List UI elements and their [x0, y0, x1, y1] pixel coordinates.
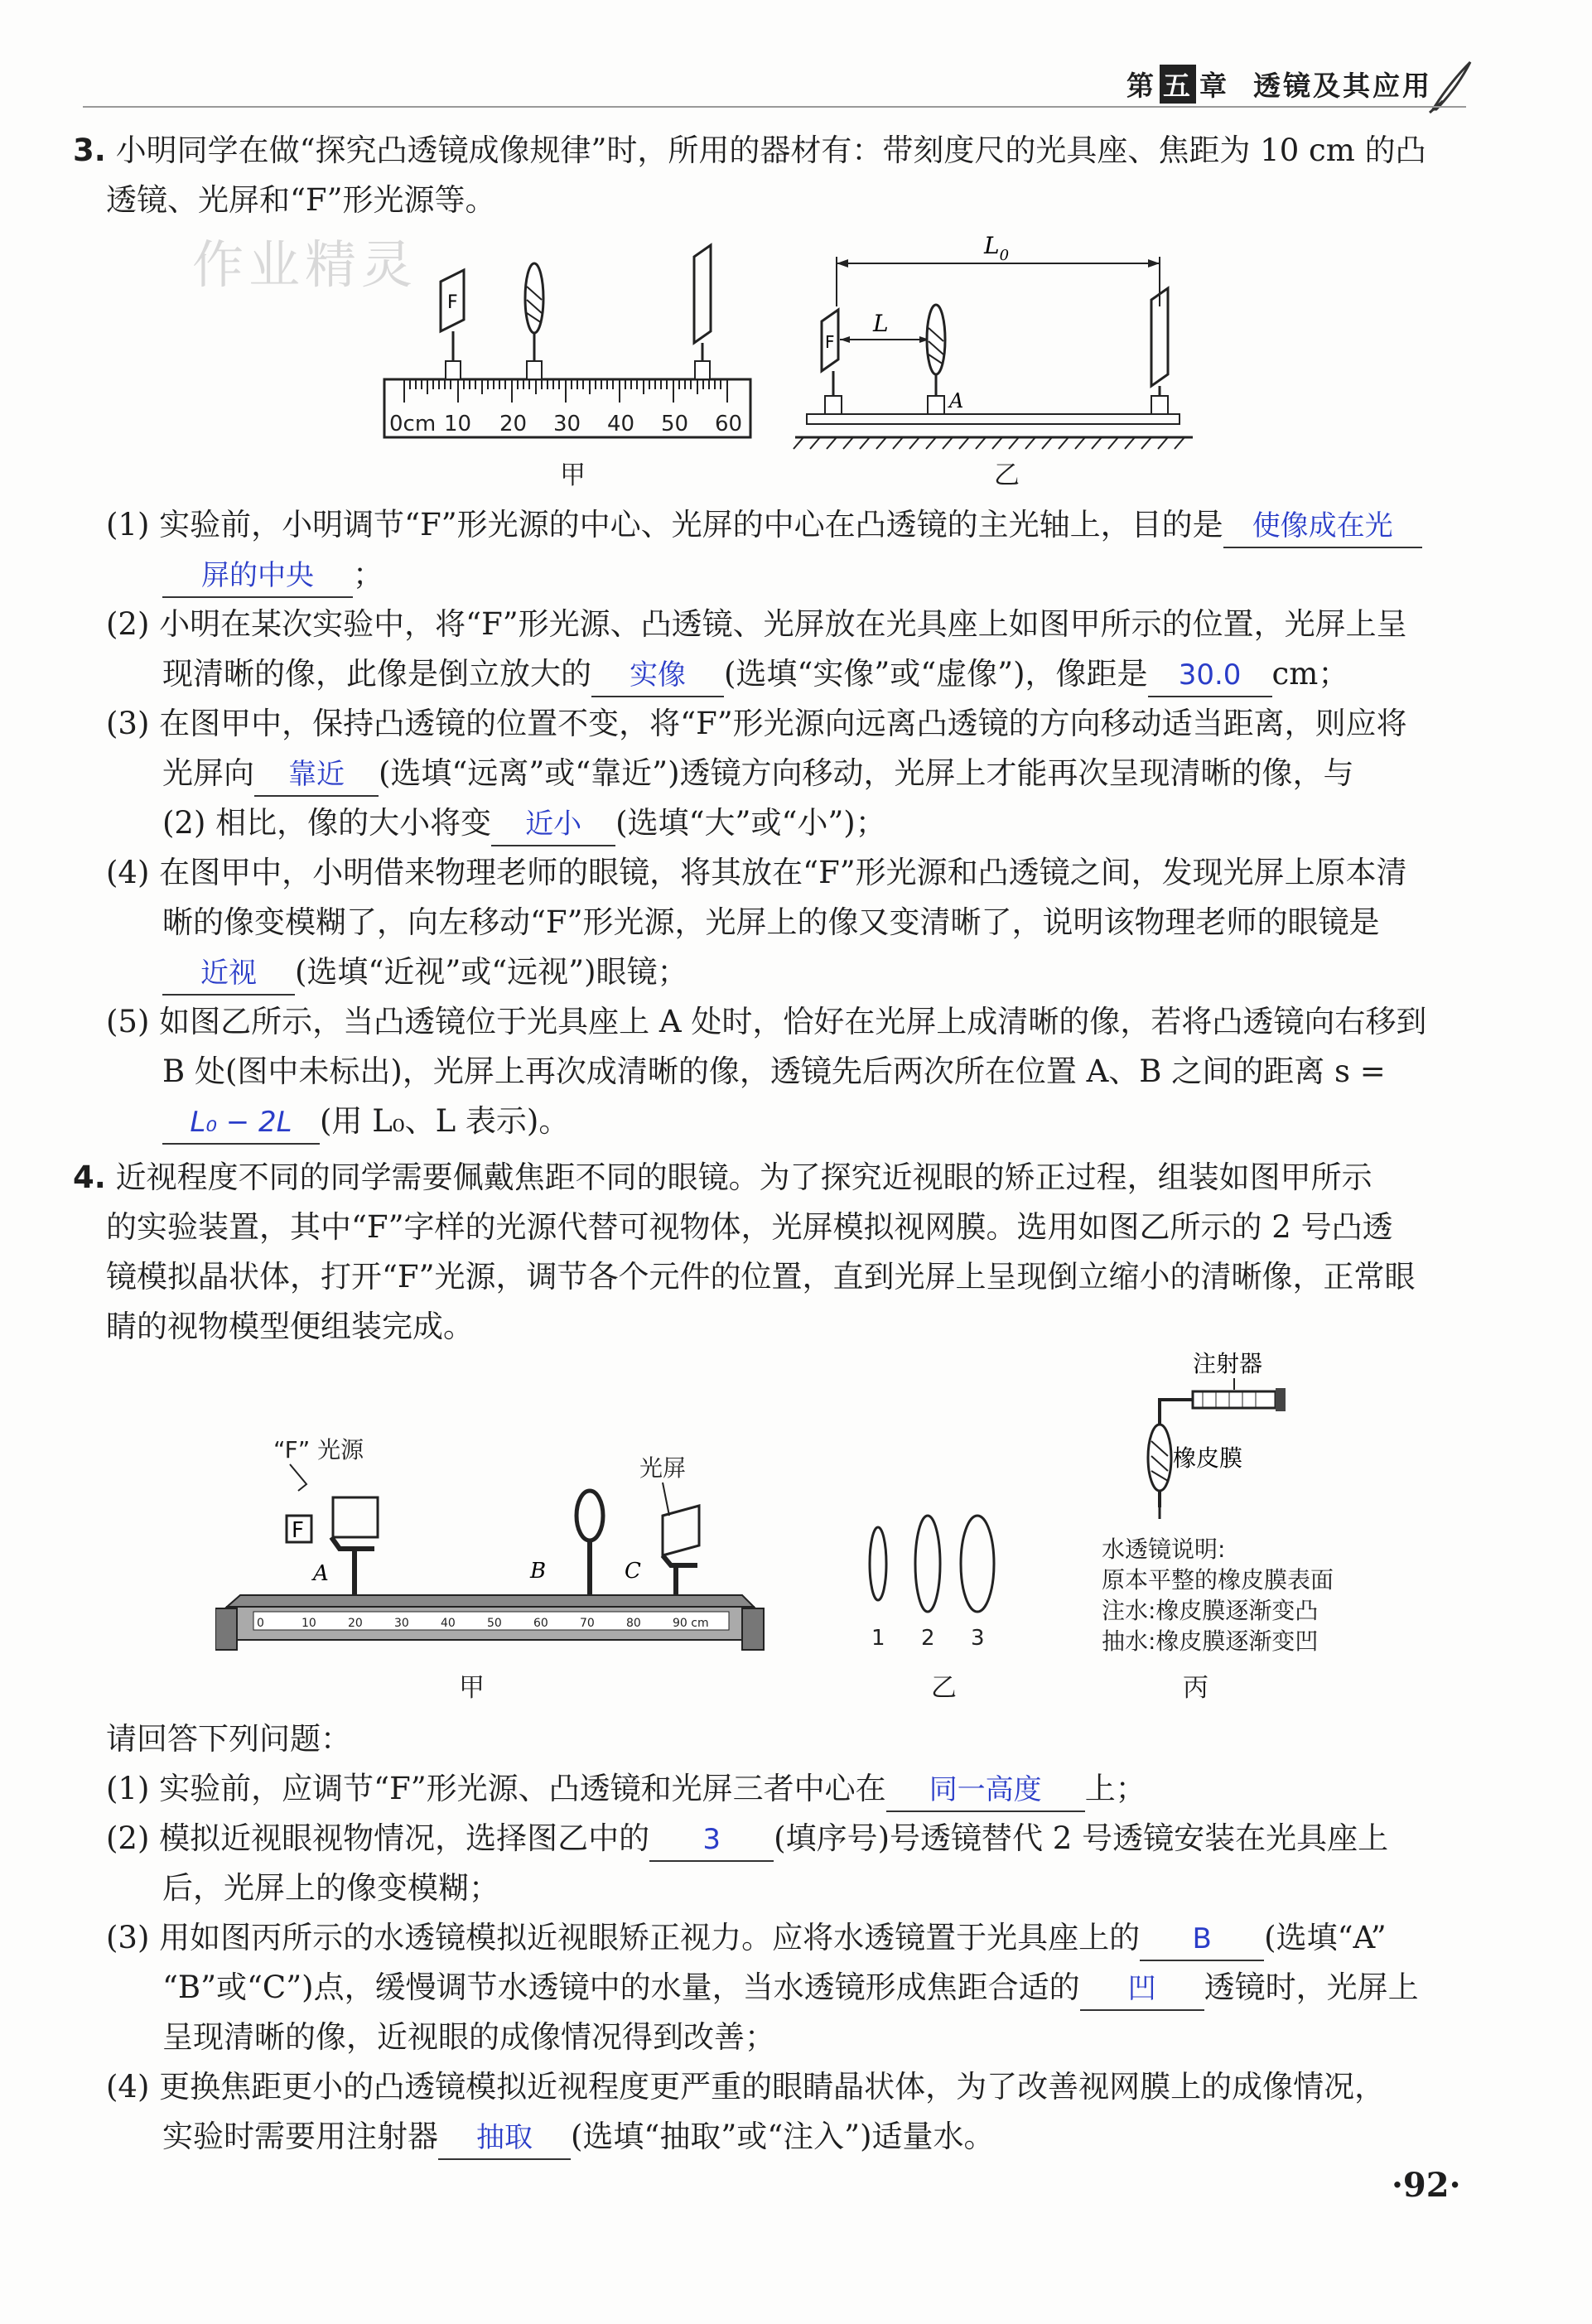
- q4-stem-line2: 的实验装置，其中“F”字样的光源代替可视物体，光屏模拟视网膜。选用如图乙所示的 2 号凸透: [106, 1209, 1393, 1245]
- q3-sub2-line2: 现清晰的像，此像是倒立放大的 实像 (选填“实像”或“虚像”)，像距是 30.0 cm；: [162, 649, 1348, 699]
- answer-blank[interactable]: 抽取: [438, 2117, 571, 2160]
- bench-tick-label: 60: [533, 1617, 548, 1630]
- q4-sub2-line1: (2) 模拟近视眼视物情况，选择图乙中的 3 (填序号)号透镜替代 2 号透镜安装在光具座上: [106, 1814, 1388, 1864]
- bench-tick-label: 50: [487, 1617, 502, 1630]
- screen-holder-c: [625, 1506, 699, 1598]
- q3-sub5-line1: (5) 如图乙所示，当凸透镜位于光具座上 A 处时，恰好在光屏上成清晰的像，若将凸透镜向右移到: [106, 1004, 1427, 1039]
- q4-figure-c: [1093, 1342, 1358, 1524]
- ruler-tick-label: 20: [499, 412, 528, 436]
- lens-label: 3: [971, 1626, 985, 1651]
- note-line: 水透镜说明:: [1102, 1536, 1226, 1563]
- answer-blank[interactable]: 近小: [491, 803, 615, 846]
- bench-tick-label: 40: [441, 1617, 456, 1630]
- svg-text:A: A: [313, 1561, 329, 1586]
- f-light-source-holder: [311, 1497, 378, 1598]
- bench-tick-label: 20: [348, 1617, 363, 1630]
- q3-sub4-line2: 晰的像变模糊了，向左移动“F”形光源，光屏上的像又变清晰了，说明该物理老师的眼镜是: [162, 904, 1380, 940]
- ruler-tick-label: 10: [444, 412, 472, 436]
- ruler-tick-label: 40: [607, 412, 635, 436]
- bench-tick-label: 10: [302, 1617, 316, 1630]
- bench-tick-label: 70: [580, 1617, 595, 1630]
- q3-sub2-line1: (2) 小明在某次实验中，将“F”形光源、凸透镜、光屏放在光具座上如图甲所示的位置，光屏上呈: [106, 606, 1407, 642]
- ruler-tick-label: 60: [715, 412, 743, 436]
- label-membrane: 橡皮膜: [1173, 1444, 1243, 1472]
- q4-figure-a-caption: 甲: [459, 1673, 485, 1703]
- note-line: 抽水:橡皮膜逐渐变凹: [1102, 1627, 1319, 1655]
- svg-text:A: A: [949, 389, 964, 412]
- lens-3: [961, 1516, 994, 1612]
- lens-1: [870, 1527, 886, 1600]
- convex-lens: [525, 263, 543, 379]
- optical-bench-top: [227, 1595, 754, 1607]
- light-screen: [694, 245, 711, 379]
- optical-bench: [807, 414, 1180, 424]
- q4-figure-b: [845, 1499, 1044, 1665]
- light-screen: [1151, 288, 1168, 414]
- q4-sub1: (1) 实验前，应调节“F”形光源、凸透镜和光屏三者中心在 同一高度 上；: [106, 1764, 1146, 1814]
- q4-stem-line3: 镜模拟晶状体，打开“F”光源，调节各个元件的位置，直到光屏上呈现倒立缩小的清晰像，正常眼: [106, 1259, 1416, 1295]
- chapter-title: 透镜及其应用: [1252, 70, 1432, 102]
- ruler-tick-label: 0cm: [389, 412, 437, 436]
- q4-figure-a: [215, 1433, 779, 1665]
- lens-label: 2: [921, 1626, 935, 1651]
- bench-tick-label: 90 cm: [673, 1617, 709, 1630]
- chapter-prefix: 第: [1126, 70, 1156, 102]
- q4-figure-b-caption: 乙: [931, 1673, 957, 1703]
- answer-blank[interactable]: 3: [649, 1819, 774, 1862]
- answer-blank[interactable]: 凹: [1080, 1968, 1204, 2011]
- q4-sub3-line1: (3) 用如图丙所示的水透镜模拟近视眼矫正视力。应将水透镜置于光具座上的 B (选填“A”: [106, 1913, 1387, 1963]
- q3-sub3-line1: (3) 在图甲中，保持凸透镜的位置不变，将“F”形光源向远离凸透镜的方向移动适当距离，则应将: [106, 706, 1407, 741]
- q3-sub1-line1: (1) 实验前，小明调节“F”形光源的中心、光屏的中心在凸透镜的主光轴上，目的是 使像成在光: [106, 500, 1422, 550]
- label-f-source: “F” 光源: [273, 1436, 364, 1463]
- answer-blank[interactable]: 使像成在光: [1223, 505, 1422, 548]
- chapter-suffix: 章: [1199, 70, 1229, 102]
- ruler-tick-label: 30: [553, 412, 581, 436]
- bench-tick-label: 80: [626, 1617, 641, 1630]
- ruler-tick-label: 50: [661, 412, 689, 436]
- q4-sub3-line3: 呈现清晰的像，近视眼的成像情况得到改善；: [162, 2019, 775, 2055]
- q3-sub5-line2: B 处(图中未标出)，光屏上再次成清晰的像，透镜先后两次所在位置 A、B 之间的距离 s =: [162, 1054, 1386, 1089]
- header-rule: [83, 106, 1466, 108]
- label-l: L: [873, 310, 889, 337]
- answer-blank[interactable]: 近视: [162, 952, 295, 996]
- syringe: [1193, 1391, 1276, 1408]
- answer-blank[interactable]: 屏的中央: [162, 555, 353, 598]
- label-l0: $L_0$: [984, 232, 1010, 264]
- svg-text:F: F: [447, 292, 458, 313]
- answer-blank[interactable]: 靠近: [254, 754, 379, 797]
- q3-sub1-line2: 屏的中央 ；: [162, 550, 384, 600]
- q4-figure-c-caption: 丙: [1183, 1673, 1208, 1703]
- answer-blank[interactable]: 实像: [591, 654, 724, 697]
- convex-lens-at-a: [927, 305, 963, 414]
- f-light-source: [441, 270, 464, 379]
- water-lens-notes: [1102, 1534, 1334, 1656]
- svg-text:B: B: [530, 1559, 547, 1584]
- bench-tick-label: 0: [257, 1617, 264, 1630]
- svg-text:F: F: [825, 332, 835, 352]
- chapter-number-badge: 五: [1160, 65, 1196, 104]
- q3-figure-b-caption: 乙: [994, 460, 1020, 490]
- q4-sub4-line2: 实验时需要用注射器 抽取 (选填“抽取”或“注入”)适量水。: [162, 2112, 995, 2162]
- lens-2: [915, 1516, 940, 1612]
- chapter-header: [1126, 65, 1432, 104]
- q4-sub2-line2: 后，光屏上的像变模糊；: [162, 1870, 499, 1906]
- lens-holder-b: [529, 1491, 603, 1598]
- q3-stem-line1: 3. 小明同学在做“探究凸透镜成像规律”时，所用的器材有：带刻度尺的光具座、焦距为 10 cm 的凸: [73, 133, 1426, 168]
- watermark: 作业精灵: [192, 234, 418, 295]
- q4-prompt: 请回答下列问题：: [106, 1721, 351, 1757]
- q4-sub4-line1: (4) 更换焦距更小的凸透镜模拟近视程度更严重的眼睛晶状体，为了改善视网膜上的成像情况，: [106, 2069, 1386, 2105]
- q3-sub3-line3: (2) 相比，像的大小将变 近小 (选填“大”或“小”)；: [162, 798, 886, 848]
- page-number: ·92·: [1392, 2166, 1461, 2205]
- q3-sub5-line3: L₀ − 2L (用 L₀、L 表示)。: [162, 1097, 569, 1146]
- q4-sub3-line2: “B”或“C”)点，缓慢调节水透镜中的水量，当水透镜形成焦距合适的 凹 透镜时，光屏上: [162, 1963, 1419, 2013]
- q3-stem-line2: 透镜、光屏和“F”形光源等。: [106, 182, 496, 218]
- q4-stem-line4: 睛的视物模型便组装完成。: [106, 1309, 474, 1344]
- lens-label: 1: [871, 1626, 885, 1651]
- f-light-source: [822, 310, 842, 414]
- q3-figure-b: [787, 224, 1201, 464]
- bench-tick-label: 30: [394, 1617, 409, 1630]
- answer-blank[interactable]: B: [1140, 1918, 1264, 1961]
- q3-sub3-line2: 光屏向 靠近 (选填“远离”或“靠近”)透镜方向移动，光屏上才能再次呈现清晰的像，与: [162, 749, 1354, 798]
- q3-sub4-line1: (4) 在图甲中，小明借来物理老师的眼镜，将其放在“F”形光源和凸透镜之间，发现光屏上原本清: [106, 855, 1407, 890]
- label-screen: 光屏: [639, 1454, 687, 1482]
- note-line: 原本平整的橡皮膜表面: [1102, 1566, 1334, 1594]
- label-syringe: 注射器: [1193, 1350, 1263, 1377]
- svg-text:C: C: [625, 1559, 641, 1584]
- q3-figure-a-caption: 甲: [560, 460, 586, 490]
- note-line: 注水:橡皮膜逐渐变凸: [1102, 1597, 1319, 1624]
- answer-blank[interactable]: 30.0: [1148, 654, 1272, 697]
- q4-stem-line1: 4. 近视程度不同的同学需要佩戴焦距不同的眼镜。为了探究近视眼的矫正过程，组装如图甲所示: [73, 1160, 1372, 1195]
- answer-blank[interactable]: L₀ − 2L: [162, 1102, 320, 1145]
- svg-text:F: F: [292, 1518, 304, 1543]
- q3-sub4-line3: 近视 (选填“近视”或“远视”)眼镜；: [162, 947, 688, 997]
- answer-blank[interactable]: 同一高度: [886, 1769, 1085, 1812]
